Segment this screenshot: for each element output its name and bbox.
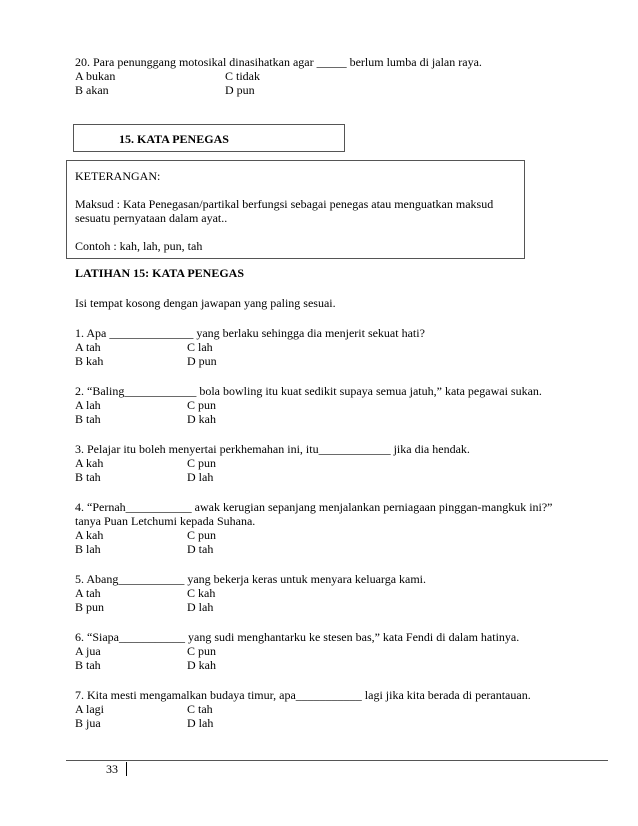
q4-option-b: B lah xyxy=(75,542,101,556)
q5-option-d: D lah xyxy=(187,600,214,614)
q1-option-a: A tah xyxy=(75,340,101,354)
exercise-title: LATIHAN 15: KATA PENEGAS xyxy=(75,266,245,280)
q6-option-d: D kah xyxy=(187,658,216,672)
q20-option-b: B akan xyxy=(75,83,109,97)
q2-option-d: D kah xyxy=(187,412,216,426)
q3-option-c: C pun xyxy=(187,456,217,470)
question-5-text: 5. Abang___________ yang bekerja keras untuk menyara keluarga kami. xyxy=(75,572,427,586)
footer-divider xyxy=(66,760,608,761)
q4-option-d: D tah xyxy=(187,542,214,556)
q6-option-b: B tah xyxy=(75,658,101,672)
q2-option-c: C pun xyxy=(187,398,217,412)
section-title: 15. KATA PENEGAS xyxy=(119,132,229,146)
q20-option-a: A bukan xyxy=(75,69,116,83)
page-number: 33 xyxy=(106,762,118,776)
q2-option-a: A lah xyxy=(75,398,101,412)
q3-option-d: D lah xyxy=(187,470,214,484)
q20-option-d: D pun xyxy=(225,83,255,97)
section-title-box xyxy=(73,124,345,152)
q7-option-c: C tah xyxy=(187,702,213,716)
note-heading: KETERANGAN: xyxy=(75,169,161,183)
q4-option-c: C pun xyxy=(187,528,217,542)
note-line-1: Maksud : Kata Penegasan/partikal berfungsi sebagai penegas atau menguatkan maksud xyxy=(75,197,494,211)
instruction: Isi tempat kosong dengan jawapan yang paling sesuai. xyxy=(75,296,336,310)
q6-option-a: A jua xyxy=(75,644,101,658)
q1-option-c: C lah xyxy=(187,340,213,354)
question-20-text: 20. Para penunggang motosikal dinasihatkan agar _____ berlum lumba di jalan raya. xyxy=(75,55,482,69)
q3-option-a: A kah xyxy=(75,456,104,470)
q6-option-c: C pun xyxy=(187,644,217,658)
q5-option-c: C kah xyxy=(187,586,216,600)
note-example: Contoh : kah, lah, pun, tah xyxy=(75,239,203,253)
question-4-text: 4. “Pernah___________ awak kerugian sepanjang menjalankan perniagaan pinggan-mangkuk ini?” xyxy=(75,500,553,514)
q7-option-b: B jua xyxy=(75,716,101,730)
q4-option-a: A kah xyxy=(75,528,104,542)
q2-option-b: B tah xyxy=(75,412,101,426)
q20-option-c: C tidak xyxy=(225,69,260,83)
q5-option-b: B pun xyxy=(75,600,105,614)
q7-option-d: D lah xyxy=(187,716,214,730)
q5-option-a: A tah xyxy=(75,586,101,600)
page-number-divider xyxy=(126,762,127,776)
question-6-text: 6. “Siapa___________ yang sudi menghantarku ke stesen bas,” kata Fendi di dalam hatinya. xyxy=(75,630,520,644)
q3-option-b: B tah xyxy=(75,470,101,484)
note-line-2: sesuatu pernyataan dalam ayat.. xyxy=(75,211,228,225)
question-1-text: 1. Apa ______________ yang berlaku sehingga dia menjerit sekuat hati? xyxy=(75,326,425,340)
question-2-text: 2. “Baling____________ bola bowling itu kuat sedikit supaya semua jatuh,” kata pegawai sukan. xyxy=(75,384,542,398)
q7-option-a: A lagi xyxy=(75,702,104,716)
question-3-text: 3. Pelajar itu boleh menyertai perkhemahan ini, itu____________ jika dia hendak. xyxy=(75,442,470,456)
q1-option-d: D pun xyxy=(187,354,217,368)
q1-option-b: B kah xyxy=(75,354,104,368)
question-4-text-cont: tanya Puan Letchumi kepada Suhana. xyxy=(75,514,256,528)
question-7-text: 7. Kita mesti mengamalkan budaya timur, apa___________ lagi jika kita berada di perantauan. xyxy=(75,688,531,702)
